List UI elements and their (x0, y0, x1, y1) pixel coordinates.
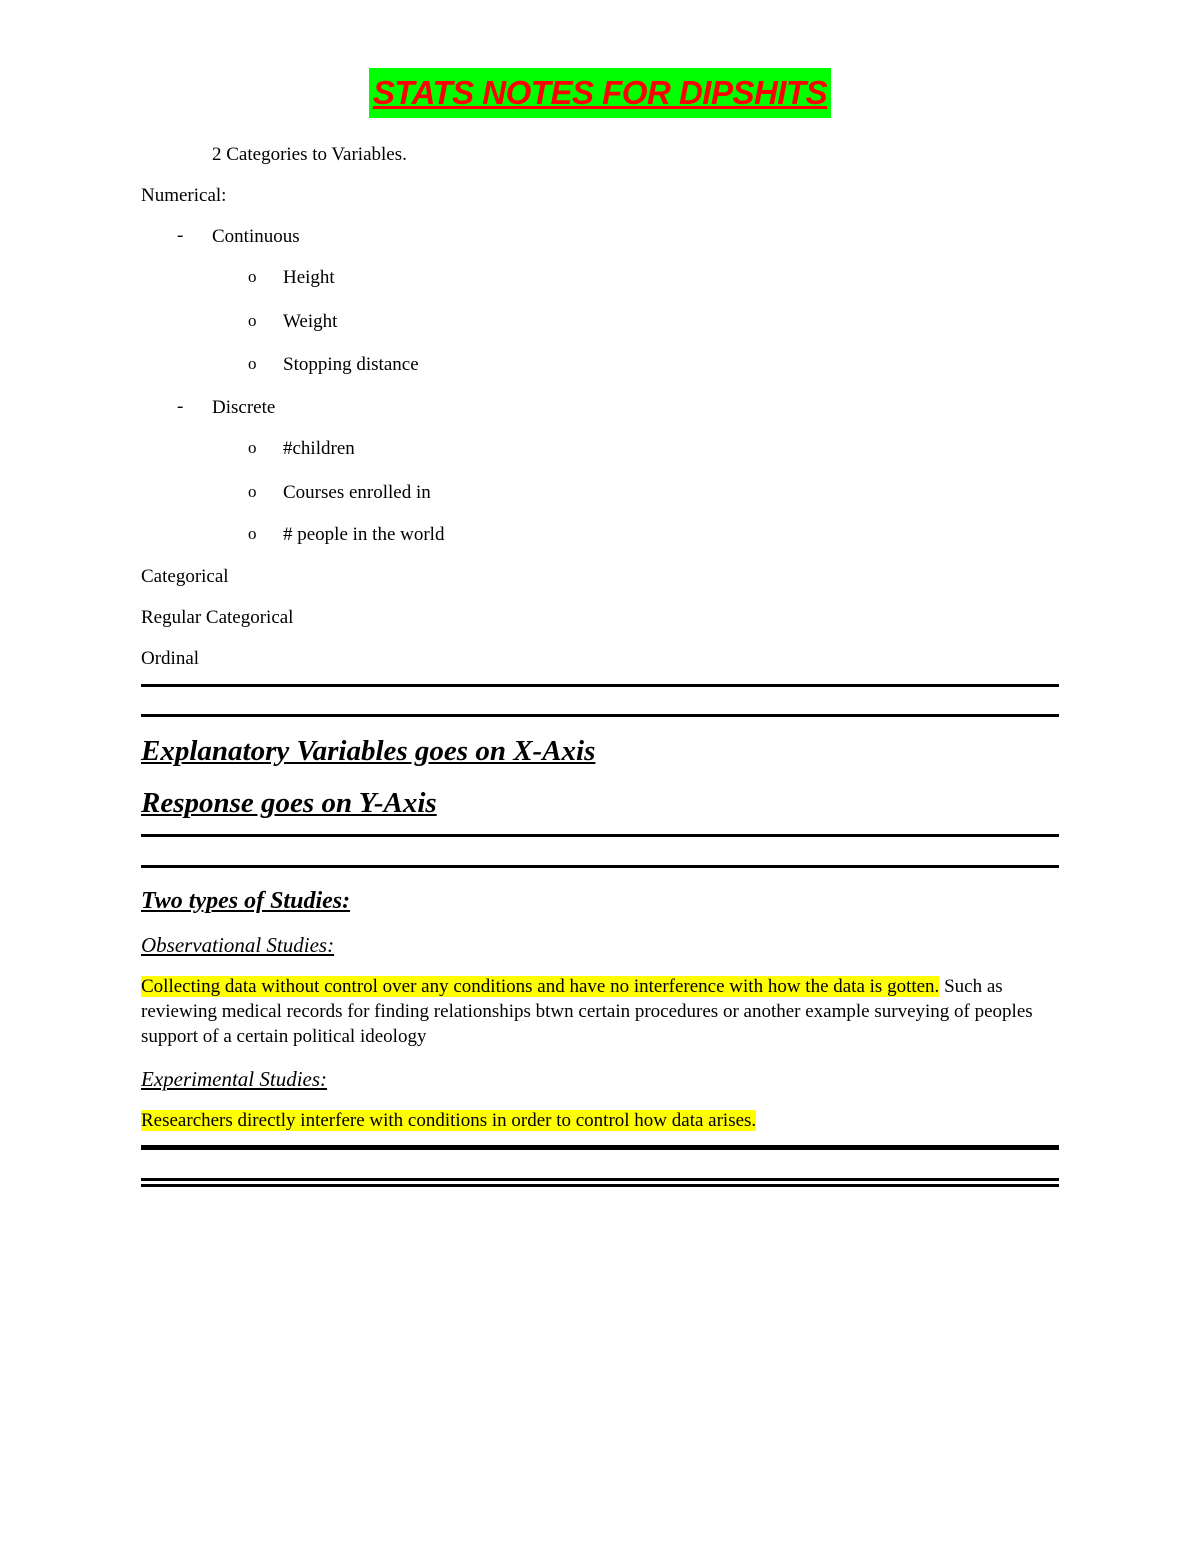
circle-bullet: o (248, 482, 257, 501)
double-rule-top (141, 1178, 1059, 1181)
experimental-heading: Experimental Studies: (141, 1067, 328, 1091)
regular-categorical-label: Regular Categorical (141, 607, 294, 628)
circle-bullet: o (248, 267, 257, 286)
response-heading: Response goes on Y-Axis (141, 787, 437, 819)
title-container (0, 68, 1200, 118)
circle-bullet: o (248, 311, 257, 330)
horizontal-rule (141, 865, 1059, 868)
numerical-label: Numerical: (141, 185, 227, 206)
studies-heading: Two types of Studies: (141, 888, 351, 914)
list-item: Weight (283, 311, 338, 332)
list-item: #children (283, 438, 355, 459)
observational-heading: Observational Studies: (141, 933, 335, 957)
discrete-label: Discrete (212, 397, 276, 418)
list-item: Courses enrolled in (283, 482, 431, 503)
circle-bullet: o (248, 524, 257, 543)
horizontal-rule (141, 714, 1059, 717)
highlighted-text: Researchers directly interfere with conditions in order to control how data arises. (141, 1110, 757, 1131)
double-rule-bottom (141, 1184, 1059, 1187)
list-item: Stopping distance (283, 354, 419, 375)
intro-text: 2 Categories to Variables. (212, 144, 407, 165)
categorical-label: Categorical (141, 566, 229, 587)
ordinal-label: Ordinal (141, 648, 200, 669)
paragraph-text: Such as reviewing medical records for finding relationships btwn certain procedures or another example surveying of peoples support of a certain political ideology (141, 976, 1033, 1047)
horizontal-rule (141, 1145, 1059, 1150)
list-item: Height (283, 267, 335, 288)
dash-bullet: - (177, 225, 184, 246)
horizontal-rule (141, 684, 1059, 687)
list-item: # people in the world (283, 524, 445, 545)
experimental-paragraph (141, 1108, 1059, 1133)
continuous-label: Continuous (212, 226, 300, 247)
highlighted-text: Collecting data without control over any conditions and have no interference with how the data is gotten. (141, 976, 940, 997)
explanatory-heading: Explanatory Variables goes on X-Axis (141, 735, 596, 767)
horizontal-rule (141, 834, 1059, 837)
circle-bullet: o (248, 354, 257, 373)
observational-paragraph (141, 974, 1059, 1049)
page-title: STATS NOTES FOR DIPSHITS (369, 68, 831, 118)
circle-bullet: o (248, 438, 257, 457)
dash-bullet: - (177, 396, 184, 417)
